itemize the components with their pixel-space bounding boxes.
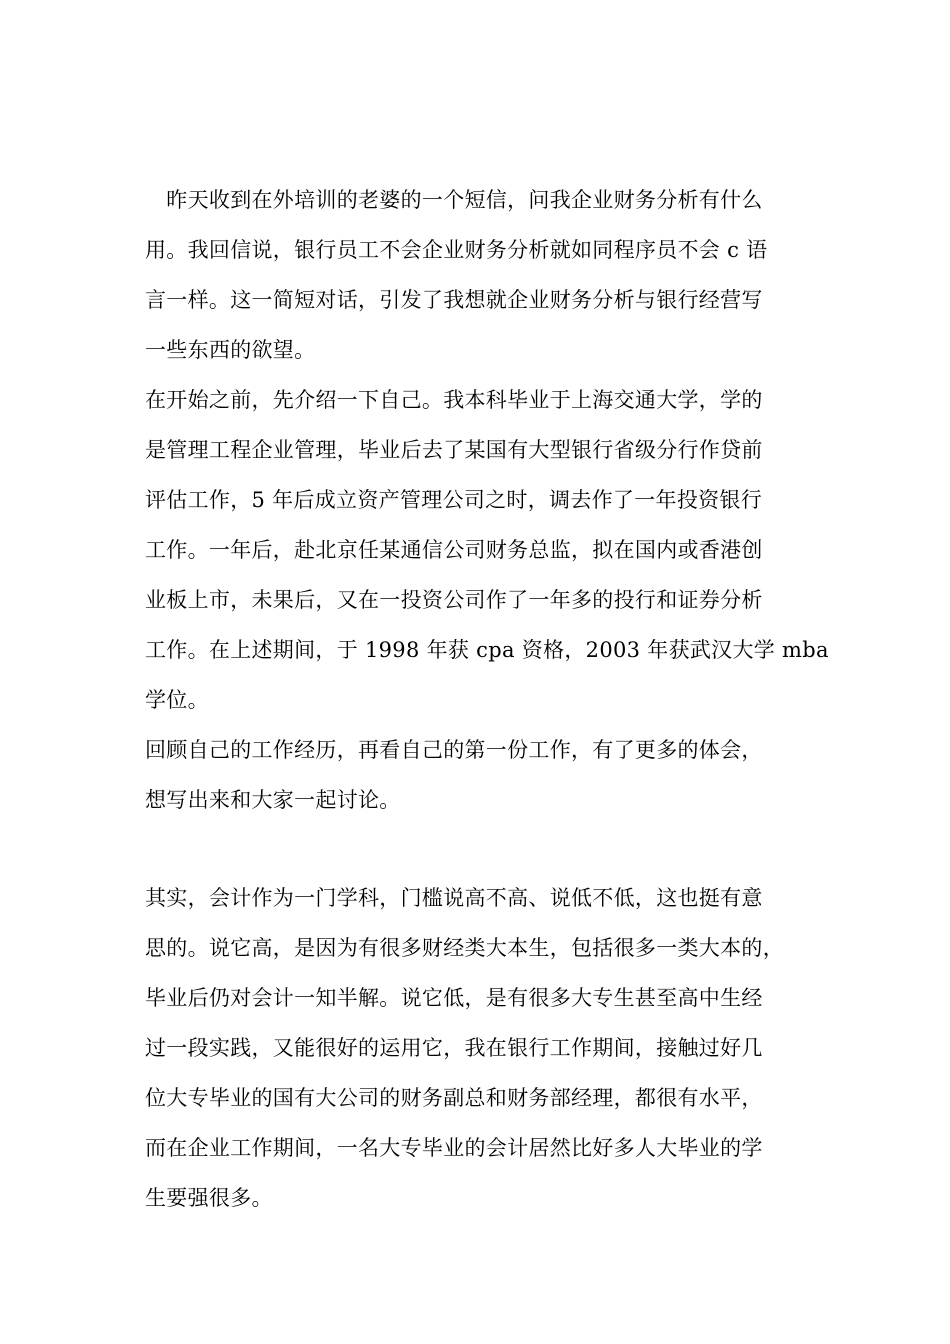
text-line: 学位。: [145, 688, 209, 712]
text-line: 业板上市，未果后，又在一投资公司作了一年多的投行和证券分析: [145, 588, 763, 612]
paragraph-intro: [145, 175, 829, 825]
text-line: 评估工作，5 年后成立资产管理公司之时，调去作了一年投资银行: [145, 488, 763, 512]
text-line: 思的。说它高，是因为有很多财经类大本生，包括很多一类大本的，: [145, 936, 784, 960]
paragraph-accounting: [145, 873, 825, 1223]
text-line: 位大专毕业的国有大公司的财务副总和财务部经理，都很有水平，: [145, 1086, 763, 1110]
text-line: 工作。一年后，赴北京任某通信公司财务总监，拟在国内或香港创: [145, 538, 763, 562]
text-line: 言一样。这一简短对话，引发了我想就企业财务分析与银行经营写: [145, 288, 763, 312]
text-line: 其实，会计作为一门学科，门槛说高不高、说低不低，这也挺有意: [145, 886, 763, 910]
text-line: 一些东西的欲望。: [145, 338, 316, 362]
text-line: 想写出来和大家一起讨论。: [145, 788, 401, 812]
text-line: 过一段实践，又能很好的运用它，我在银行工作期间，接触过好几: [145, 1036, 763, 1060]
text-line: 昨天收到在外培训的老婆的一个短信，问我企业财务分析有什么: [145, 188, 763, 212]
text-line: 回顾自己的工作经历，再看自己的第一份工作，有了更多的体会，: [145, 738, 763, 762]
text-line: 生要强很多。: [145, 1186, 273, 1210]
text-line: 毕业后仍对会计一知半解。说它低，是有很多大专生甚至高中生经: [145, 986, 763, 1010]
text-line: 在开始之前，先介绍一下自己。我本科毕业于上海交通大学，学的: [145, 388, 763, 412]
text-line: 是管理工程企业管理，毕业后去了某国有大型银行省级分行作贷前: [145, 438, 763, 462]
text-line: 工作。在上述期间，于 1998 年获 cpa 资格，2003 年获武汉大学 mba: [145, 638, 829, 662]
text-line: 用。我回信说，银行员工不会企业财务分析就如同程序员不会 c 语: [145, 238, 768, 262]
text-line: 而在企业工作期间，一名大专毕业的会计居然比好多人大毕业的学: [145, 1136, 763, 1160]
